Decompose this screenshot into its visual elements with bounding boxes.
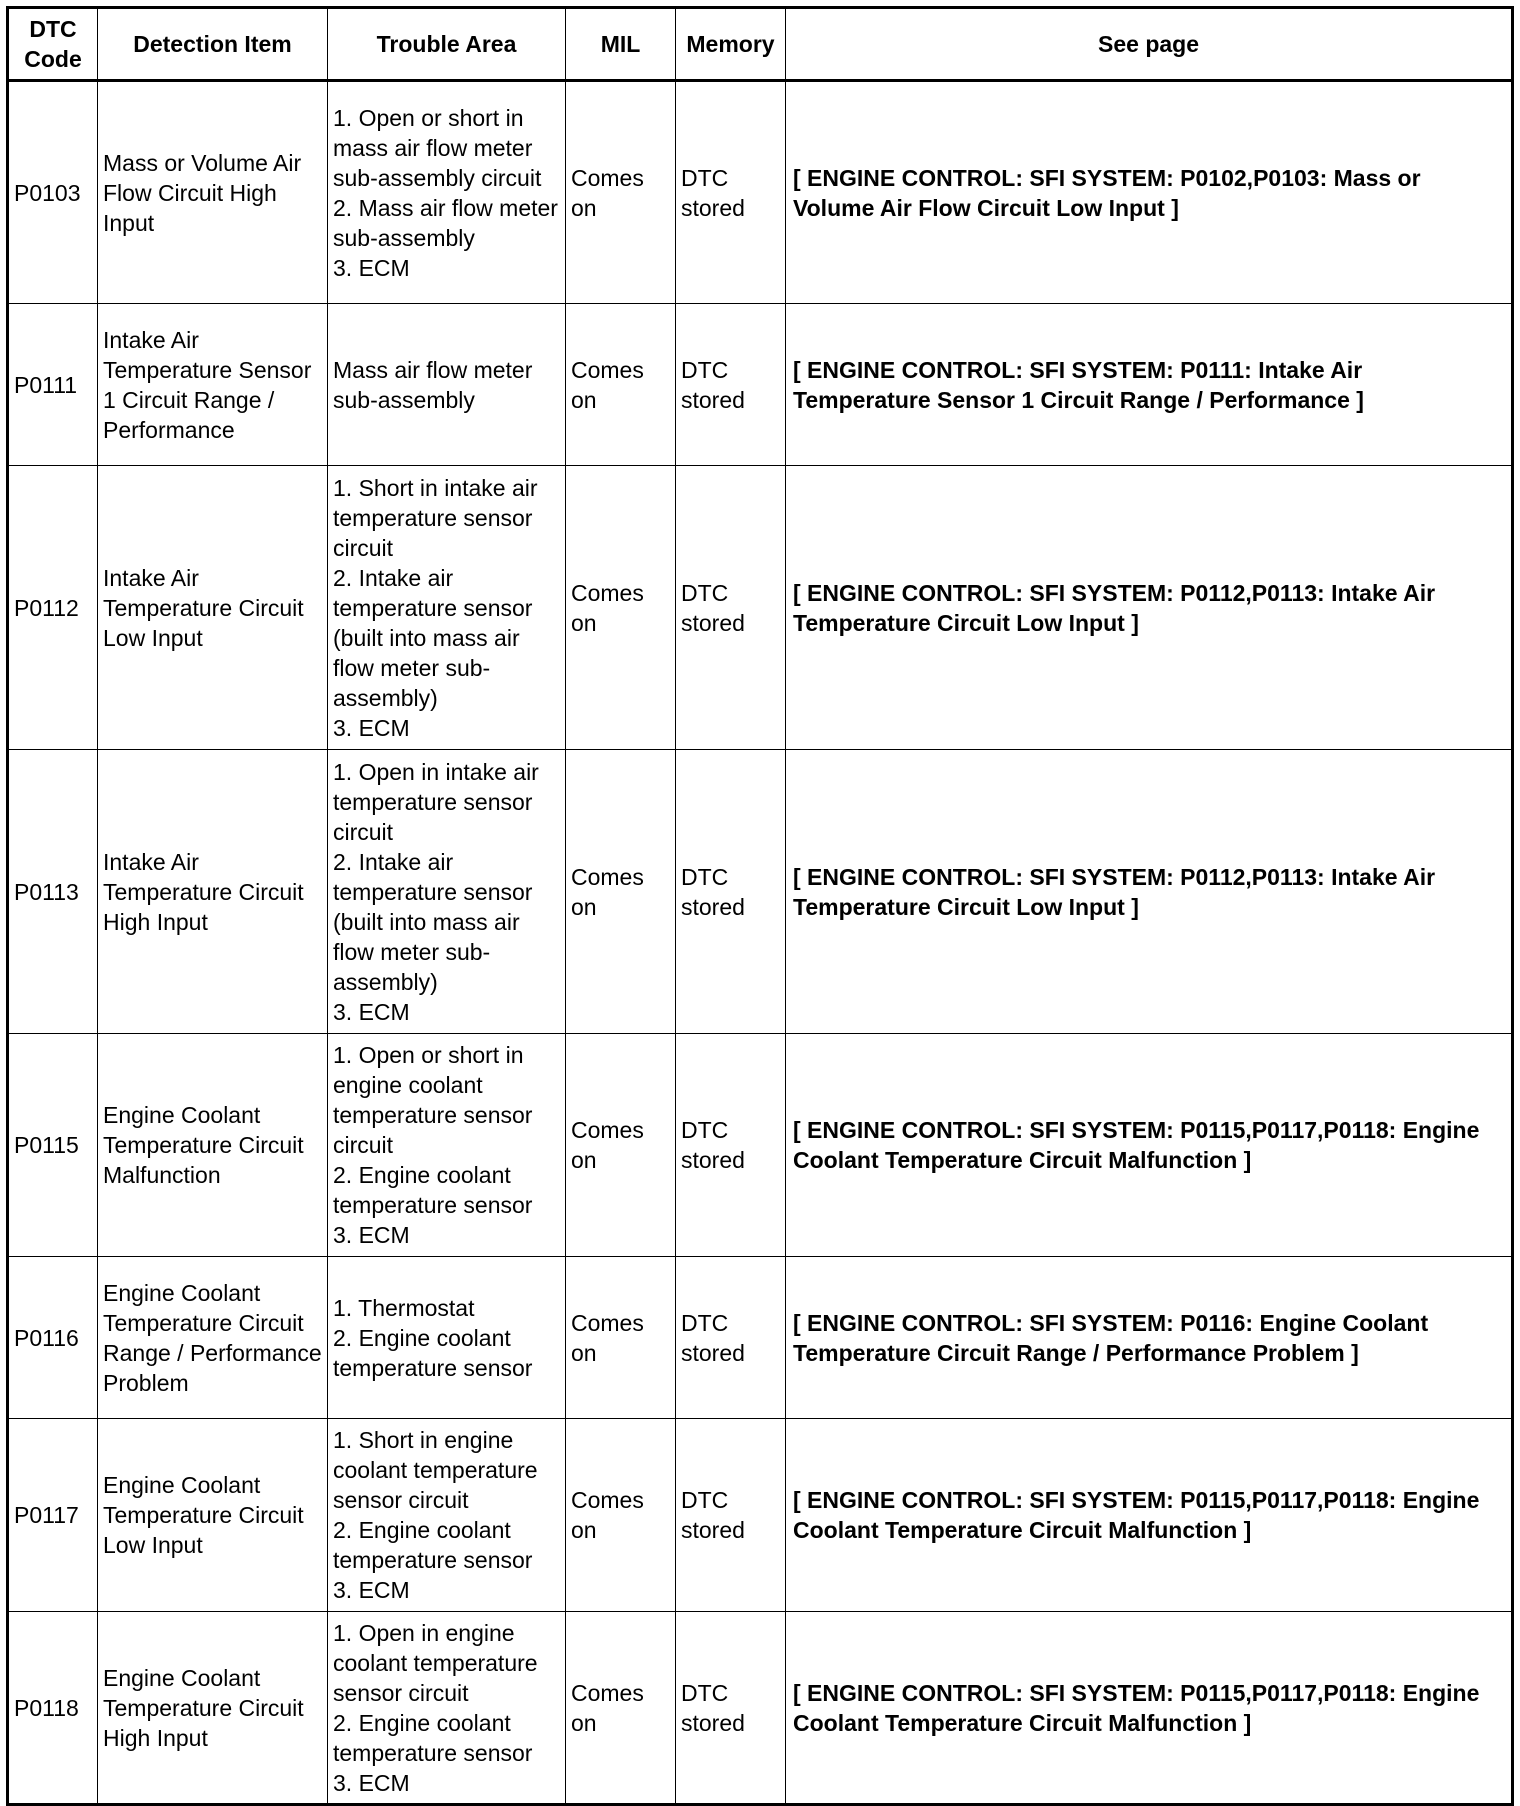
memory-cell: DTC stored — [676, 1257, 786, 1419]
dtc-code-cell: P0118 — [8, 1612, 98, 1805]
table-row — [8, 1419, 1513, 1612]
trouble-area-line: 3. ECM — [333, 714, 410, 741]
dtc-code-cell: P0117 — [8, 1419, 98, 1612]
mil-cell: Comes on — [566, 81, 676, 304]
mil-cell: Comes on — [566, 1257, 676, 1419]
memory-cell: DTC stored — [676, 304, 786, 466]
detection-item-cell: Intake Air Temperature Circuit High Input — [98, 750, 328, 1034]
see-page-cell: [ ENGINE CONTROL: SFI SYSTEM: P0115,P0117,P0118: Engine Coolant Temperature Circuit Malfunction ] — [786, 1612, 1513, 1805]
trouble-area-line: 2. Intake air temperature sensor (built into mass air flow meter sub-assembly) — [333, 564, 533, 711]
header-dtc-code — [8, 8, 98, 81]
memory-cell: DTC stored — [676, 81, 786, 304]
detection-item-cell: Mass or Volume Air Flow Circuit High Input — [98, 81, 328, 304]
table-row — [8, 750, 1513, 1034]
trouble-area-line: 3. ECM — [333, 1577, 410, 1603]
trouble-area-line: 2. Engine coolant temperature sensor — [333, 1709, 533, 1766]
memory-cell: DTC stored — [676, 1612, 786, 1805]
dtc-code-cell: P0112 — [8, 466, 98, 750]
dtc-table — [6, 6, 1514, 1806]
see-page-cell: [ ENGINE CONTROL: SFI SYSTEM: P0111: Intake Air Temperature Sensor 1 Circuit Range / Performance ] — [786, 304, 1513, 466]
mil-cell: Comes on — [566, 1034, 676, 1257]
trouble-area-line: 2. Engine coolant temperature sensor — [333, 1517, 533, 1573]
trouble-area-line: 3. ECM — [333, 254, 410, 281]
dtc-code-cell: P0115 — [8, 1034, 98, 1257]
table-row — [8, 466, 1513, 750]
header-memory: Memory — [676, 8, 786, 81]
mil-cell: Comes on — [566, 1612, 676, 1805]
trouble-area-line: 3. ECM — [333, 1222, 410, 1248]
trouble-area-line: 2. Mass air flow meter sub-assembly — [333, 194, 558, 251]
trouble-area-line: 1. Thermostat — [333, 1294, 475, 1321]
see-page-cell: [ ENGINE CONTROL: SFI SYSTEM: P0112,P0113: Intake Air Temperature Circuit Low Input ] — [786, 466, 1513, 750]
mil-cell: Comes on — [566, 304, 676, 466]
trouble-area-line: 2. Intake air temperature sensor (built into mass air flow meter sub-assembly) — [333, 848, 533, 995]
memory-cell: DTC stored — [676, 466, 786, 750]
header-detection-item: Detection Item — [98, 8, 328, 81]
header-mil: MIL — [566, 8, 676, 81]
dtc-code-cell: P0103 — [8, 81, 98, 304]
see-page-cell: [ ENGINE CONTROL: SFI SYSTEM: P0112,P0113: Intake Air Temperature Circuit Low Input ] — [786, 750, 1513, 1034]
dtc-code-cell: P0111 — [8, 304, 98, 466]
detection-item-cell: Intake Air Temperature Circuit Low Input — [98, 466, 328, 750]
table-row — [8, 81, 1513, 304]
trouble-area-line: 2. Engine coolant temperature sensor — [333, 1324, 533, 1381]
see-page-cell: [ ENGINE CONTROL: SFI SYSTEM: P0116: Engine Coolant Temperature Circuit Range / Performance Problem ] — [786, 1257, 1513, 1419]
trouble-area-line: 2. Engine coolant temperature sensor — [333, 1162, 533, 1218]
trouble-area-line: 3. ECM — [333, 1769, 410, 1796]
trouble-area-cell — [328, 1034, 566, 1257]
memory-cell: DTC stored — [676, 1034, 786, 1257]
dtc-code-cell: P0113 — [8, 750, 98, 1034]
table-row — [8, 304, 1513, 466]
table-header-row — [8, 8, 1513, 81]
see-page-cell: [ ENGINE CONTROL: SFI SYSTEM: P0115,P0117,P0118: Engine Coolant Temperature Circuit Malfunction ] — [786, 1419, 1513, 1612]
trouble-area-line: 3. ECM — [333, 998, 410, 1025]
trouble-area-line: 1. Open in intake air temperature sensor circuit — [333, 758, 539, 845]
trouble-area-line: 1. Short in engine coolant temperature sensor circuit — [333, 1427, 538, 1513]
table-row — [8, 1257, 1513, 1419]
mil-cell: Comes on — [566, 750, 676, 1034]
header-see-page: See page — [786, 8, 1513, 81]
trouble-area-cell — [328, 1257, 566, 1419]
detection-item-cell: Engine Coolant Temperature Circuit Low Input — [98, 1419, 328, 1612]
see-page-cell: [ ENGINE CONTROL: SFI SYSTEM: P0102,P0103: Mass or Volume Air Flow Circuit Low Input ] — [786, 81, 1513, 304]
trouble-area-line: 1. Open in engine coolant temperature sensor circuit — [333, 1619, 538, 1706]
detection-item-cell: Engine Coolant Temperature Circuit Malfunction — [98, 1034, 328, 1257]
header-dtc-code-line2: Code — [24, 46, 82, 72]
header-dtc-code-line1: DTC — [29, 16, 77, 42]
table-row — [8, 1034, 1513, 1257]
trouble-area-line: 1. Open or short in engine coolant temperature sensor circuit — [333, 1042, 533, 1158]
trouble-area-cell — [328, 1419, 566, 1612]
memory-cell: DTC stored — [676, 750, 786, 1034]
detection-item-cell: Engine Coolant Temperature Circuit High Input — [98, 1612, 328, 1805]
trouble-area-cell — [328, 81, 566, 304]
dtc-code-cell: P0116 — [8, 1257, 98, 1419]
trouble-area-cell — [328, 304, 566, 466]
trouble-area-cell — [328, 750, 566, 1034]
mil-cell: Comes on — [566, 1419, 676, 1612]
detection-item-cell: Intake Air Temperature Sensor 1 Circuit Range / Performance — [98, 304, 328, 466]
trouble-area-line: Mass air flow meter sub-assembly — [333, 356, 533, 413]
table-body — [8, 81, 1513, 1805]
header-trouble-area: Trouble Area — [328, 8, 566, 81]
memory-cell: DTC stored — [676, 1419, 786, 1612]
trouble-area-cell — [328, 466, 566, 750]
trouble-area-line: 1. Short in intake air temperature sensor circuit — [333, 474, 538, 561]
see-page-cell: [ ENGINE CONTROL: SFI SYSTEM: P0115,P0117,P0118: Engine Coolant Temperature Circuit Malfunction ] — [786, 1034, 1513, 1257]
trouble-area-cell — [328, 1612, 566, 1805]
trouble-area-line: 1. Open or short in mass air flow meter sub-assembly circuit — [333, 104, 542, 191]
table-row — [8, 1612, 1513, 1805]
detection-item-cell: Engine Coolant Temperature Circuit Range / Performance Problem — [98, 1257, 328, 1419]
mil-cell: Comes on — [566, 466, 676, 750]
